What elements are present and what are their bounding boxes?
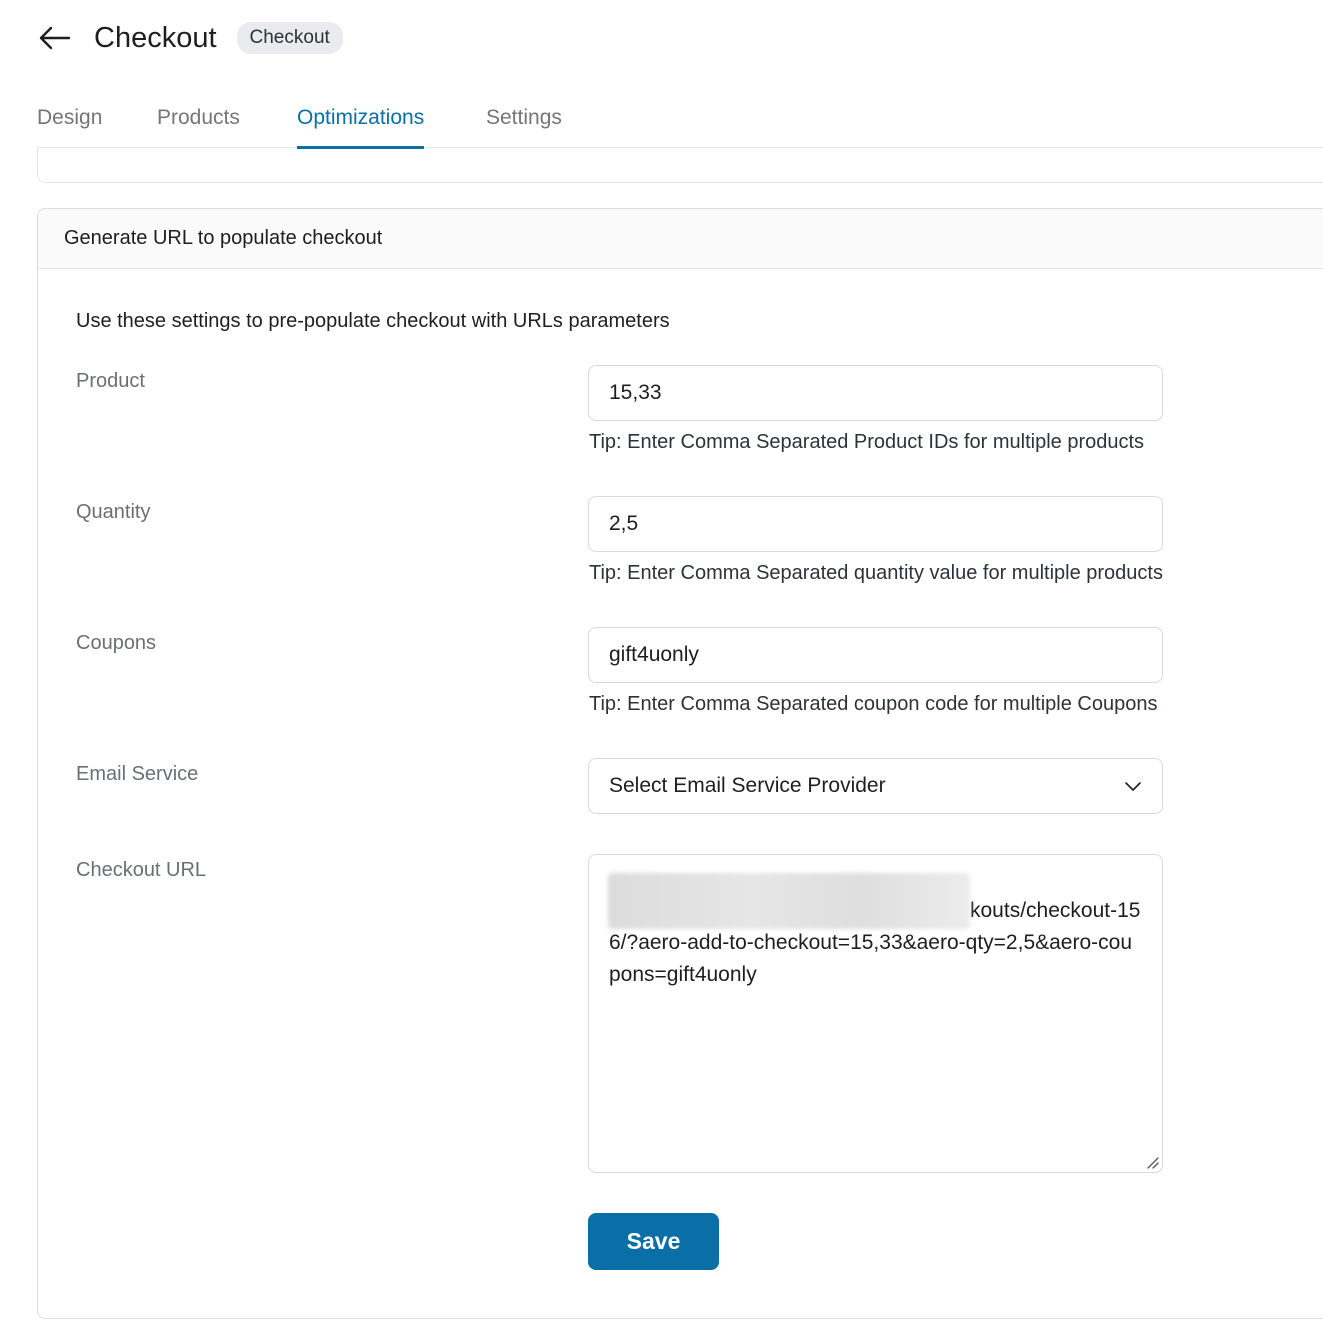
tab-settings[interactable]: Settings: [486, 106, 562, 129]
previous-panel-bottom: [37, 148, 1323, 183]
panel-intro: Use these settings to pre-populate checkout with URLs parameters: [76, 310, 670, 332]
email-service-select[interactable]: [588, 758, 1163, 814]
checkout-url-label: Checkout URL: [76, 859, 207, 881]
arrow-left-icon[interactable]: [38, 21, 72, 55]
quantity-label: Quantity: [76, 501, 151, 523]
chevron-down-icon: [1124, 777, 1142, 795]
coupons-label: Coupons: [76, 632, 157, 654]
tab-design[interactable]: Design: [37, 106, 103, 129]
tab-bar: [37, 96, 1323, 148]
coupons-field[interactable]: [588, 627, 1163, 683]
redacted-url-prefix: [608, 873, 970, 929]
product-field[interactable]: [588, 365, 1163, 421]
tab-products[interactable]: Products: [157, 106, 240, 129]
coupons-tip: Tip: Enter Comma Separated coupon code for multiple Coupons: [589, 693, 1158, 715]
quantity-input[interactable]: [609, 512, 1142, 536]
product-label: Product: [76, 370, 145, 392]
checkout-url-textarea[interactable]: [588, 854, 1163, 1173]
page-title: Checkout: [94, 21, 217, 54]
resize-handle-icon[interactable]: [1145, 1155, 1159, 1169]
quantity-field[interactable]: [588, 496, 1163, 552]
coupons-input[interactable]: [609, 643, 1142, 667]
email-service-label: Email Service: [76, 763, 199, 785]
save-button[interactable]: Save: [588, 1213, 719, 1270]
checkout-url-text: kouts/checkout-156/?aero-add-to-checkout=15,33&aero-qty=2,5&aero-coupons=gift4uonly: [609, 899, 1141, 986]
page-header: [38, 18, 343, 58]
quantity-tip: Tip: Enter Comma Separated quantity value for multiple products: [589, 562, 1163, 584]
product-tip: Tip: Enter Comma Separated Product IDs for multiple products: [589, 431, 1145, 453]
status-badge: Checkout: [237, 22, 343, 54]
email-service-selected: Select Email Service Provider: [609, 774, 886, 797]
panel-title: Generate URL to populate checkout: [38, 209, 1323, 269]
product-input[interactable]: [609, 381, 1142, 405]
tab-optimizations[interactable]: Optimizations: [297, 106, 424, 149]
